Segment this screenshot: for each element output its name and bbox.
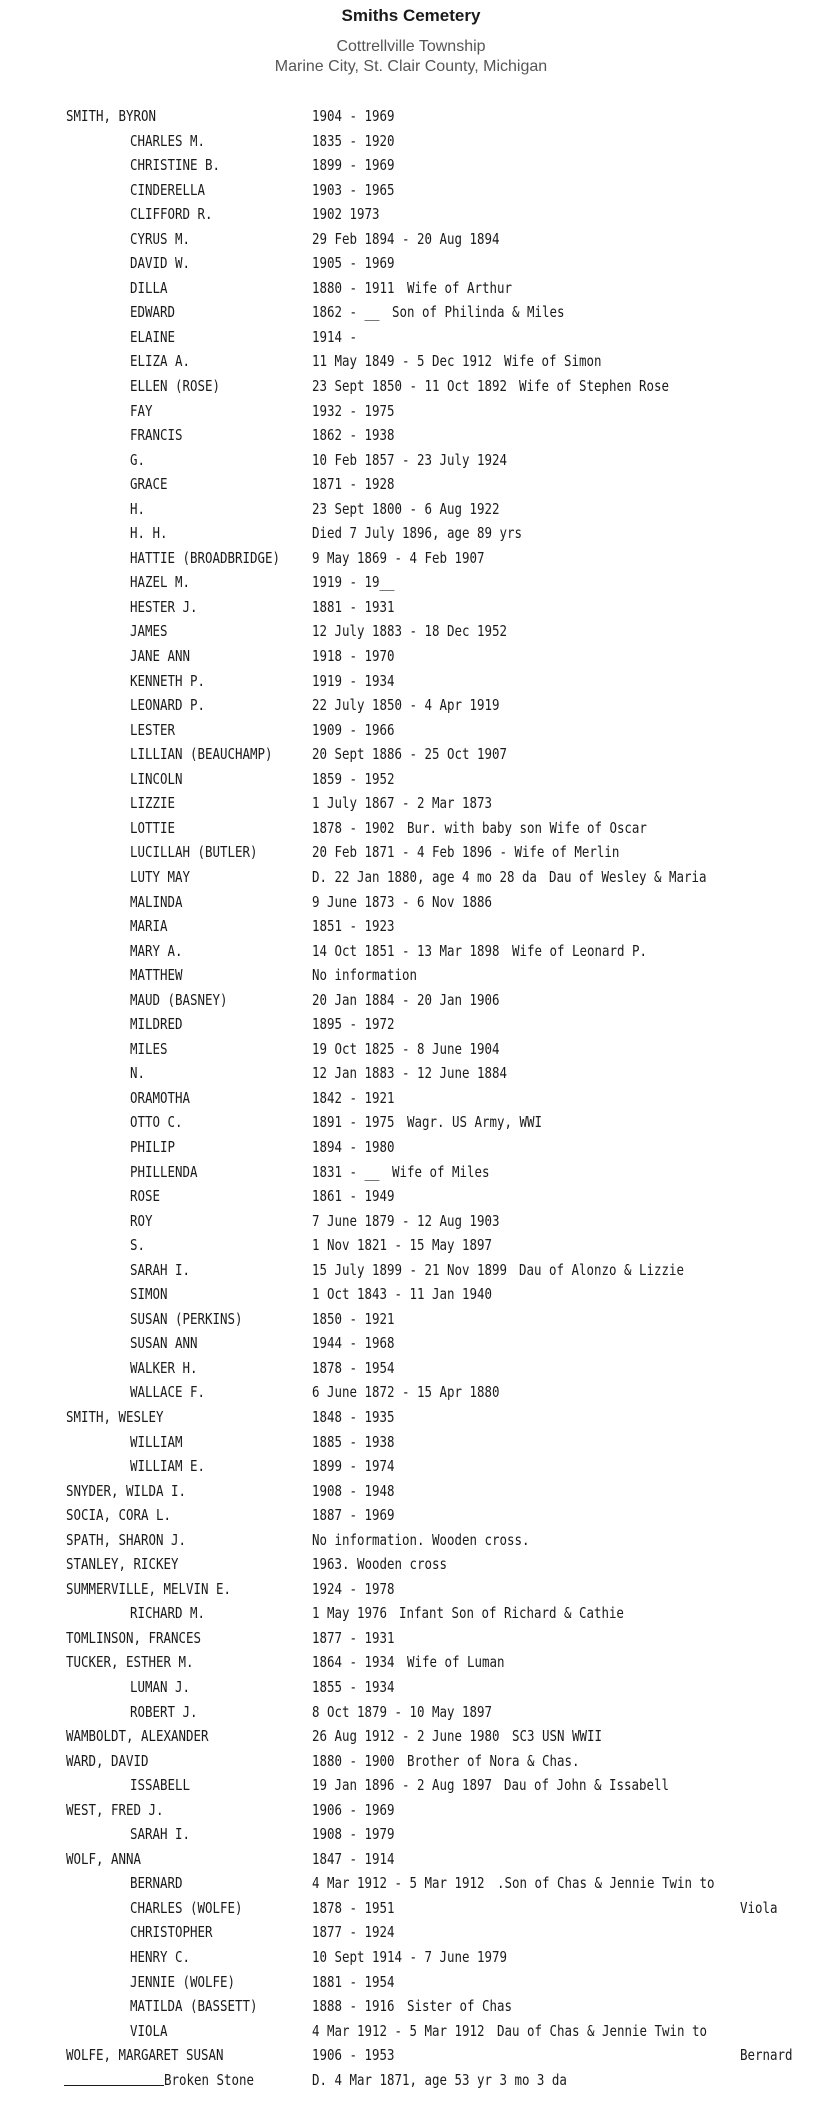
burial-record-row: [0, 1822, 822, 1847]
record-dates: 1888 - 1916: [312, 1997, 395, 2016]
record-dates: 1905 - 1969: [312, 254, 395, 273]
record-name: ROSE: [130, 1187, 160, 1206]
record-name: MILES: [130, 1039, 168, 1058]
record-dates: 1835 - 1920: [312, 131, 395, 150]
record-note: Son of Philinda & Miles: [391, 303, 564, 322]
burial-record-row: [0, 374, 822, 399]
record-name: PHILIP: [130, 1137, 175, 1156]
burial-record-row: [0, 153, 822, 178]
record-dates: 4 Mar 1912 - 5 Mar 1912: [312, 1874, 485, 1893]
record-name: ROY: [130, 1211, 153, 1230]
record-name: OTTO C.: [130, 1113, 183, 1132]
record-dates: 4 Mar 1912 - 5 Mar 1912: [312, 2021, 485, 2040]
record-dates: 1932 - 1975: [312, 401, 395, 420]
record-dates: 1891 - 1975: [312, 1113, 395, 1132]
record-dates: D. 22 Jan 1880, age 4 mo 28 da: [312, 867, 537, 886]
record-dates: 1944 - 1968: [312, 1334, 395, 1353]
burial-record-row: [0, 1135, 822, 1160]
record-dates: 22 July 1850 - 4 Apr 1919: [312, 696, 500, 715]
burial-record-row: [0, 1626, 822, 1651]
record-dates: 1909 - 1966: [312, 720, 395, 739]
record-name: MARY A.: [130, 941, 183, 960]
record-dates: 1859 - 1952: [312, 769, 395, 788]
burial-record-row: [0, 1282, 822, 1307]
record-dates: No information. Wooden cross.: [312, 1530, 530, 1549]
record-name: WILLIAM E.: [130, 1457, 205, 1476]
burial-record-row: [0, 1970, 822, 1995]
record-name: G.: [130, 450, 146, 469]
record-dates: 23 Sept 1800 - 6 Aug 1922: [312, 499, 500, 518]
record-note: Wife of Arthur: [406, 278, 512, 297]
burial-record-row: [0, 129, 822, 154]
record-dates: 1906 - 1969: [312, 1800, 395, 1819]
record-note-continued: Bernard: [740, 2046, 793, 2065]
burial-record-row: [0, 472, 822, 497]
record-dates: 7 June 1879 - 12 Aug 1903: [312, 1211, 500, 1230]
burial-record-row: [0, 939, 822, 964]
burial-record-row: [0, 423, 822, 448]
record-name: JAMES: [130, 622, 168, 641]
burial-record-row: [0, 2043, 822, 2068]
record-dates: 1842 - 1921: [312, 1088, 395, 1107]
record-note: Wife of Miles: [391, 1162, 489, 1181]
record-note: Sister of Chas: [406, 1997, 512, 2016]
record-dates: 14 Oct 1851 - 13 Mar 1898: [312, 941, 500, 960]
record-dates: 1908 - 1979: [312, 1825, 395, 1844]
record-note: Bur. with baby son Wife of Oscar: [406, 818, 647, 837]
burial-record-row: [0, 963, 822, 988]
record-dates: 1894 - 1980: [312, 1137, 395, 1156]
record-name: HENRY C.: [130, 1948, 190, 1967]
record-dates: 1914 -: [312, 327, 357, 346]
record-dates: 1871 - 1928: [312, 475, 395, 494]
record-dates: 26 Aug 1912 - 2 June 1980: [312, 1727, 500, 1746]
record-dates: 1878 - 1951: [312, 1898, 395, 1917]
record-dates: 1847 - 1914: [312, 1849, 395, 1868]
record-name: SOCIA, CORA L.: [66, 1506, 171, 1525]
record-dates: 1851 - 1923: [312, 917, 395, 936]
record-name: KENNETH P.: [130, 671, 205, 690]
blank-name-line: [64, 2085, 164, 2086]
record-dates: 9 June 1873 - 6 Nov 1886: [312, 892, 492, 911]
record-name: JANE ANN: [130, 647, 190, 666]
record-dates: 1919 - 1934: [312, 671, 395, 690]
burial-record-row: [0, 276, 822, 301]
record-name: SUMMERVILLE, MELVIN E.: [66, 1579, 231, 1598]
record-name: SUSAN ANN: [130, 1334, 198, 1353]
record-dates: 1895 - 1972: [312, 1015, 395, 1034]
record-name: BERNARD: [130, 1874, 183, 1893]
record-name: PHILLENDA: [130, 1162, 198, 1181]
record-name: ELLEN (ROSE): [130, 377, 220, 396]
burial-record-row: [0, 251, 822, 276]
record-dates: 1908 - 1948: [312, 1481, 395, 1500]
record-name: WEST, FRED J.: [66, 1800, 164, 1819]
burial-record-row: [0, 1871, 822, 1896]
burial-record-row: [0, 227, 822, 252]
burial-record-row: [0, 1012, 822, 1037]
record-dates: 1878 - 1902: [312, 818, 395, 837]
record-name: RICHARD M.: [130, 1604, 205, 1623]
record-dates: 1864 - 1934: [312, 1653, 395, 1672]
record-dates: 1862 - __: [312, 303, 380, 322]
burial-record-row: [0, 865, 822, 890]
record-dates: 15 July 1899 - 21 Nov 1899: [312, 1260, 507, 1279]
record-dates: 6 June 1872 - 15 Apr 1880: [312, 1383, 500, 1402]
record-name: CHRISTINE B.: [130, 156, 220, 175]
burial-record-row: [0, 890, 822, 915]
burial-record-row: [0, 1380, 822, 1405]
record-note: Brother of Nora & Chas.: [406, 1751, 579, 1770]
burial-record-row: [0, 1503, 822, 1528]
record-dates: 1 Nov 1821 - 15 May 1897: [312, 1236, 492, 1255]
record-name: MALINDA: [130, 892, 183, 911]
record-name: GRACE: [130, 475, 168, 494]
burial-record-row: [0, 595, 822, 620]
record-name: CHRISTOPHER: [130, 1923, 213, 1942]
record-dates: 1899 - 1969: [312, 156, 395, 175]
burial-record-row: [0, 742, 822, 767]
record-name: MAUD (BASNEY): [130, 990, 228, 1009]
burial-record-row: [0, 988, 822, 1013]
burial-record-row: [0, 1896, 822, 1921]
record-name: N.: [130, 1064, 146, 1083]
record-name: DAVID W.: [130, 254, 190, 273]
record-dates: 1904 - 1969: [312, 107, 395, 125]
burial-record-row: [0, 1430, 822, 1455]
record-name: ELIZA A.: [130, 352, 190, 371]
record-name: H.: [130, 499, 146, 518]
record-name: ORAMOTHA: [130, 1088, 190, 1107]
record-dates: Died 7 July 1896, age 89 yrs: [312, 524, 522, 543]
record-name: MATILDA (BASSETT): [130, 1997, 258, 2016]
record-dates: 1848 - 1935: [312, 1407, 395, 1426]
record-dates: 1878 - 1954: [312, 1358, 395, 1377]
record-note: SC3 USN WWII: [511, 1727, 602, 1746]
burial-record-row: [0, 521, 822, 546]
record-note: Wife of Leonard P.: [511, 941, 647, 960]
page-subtitle-township: Cottrellville Township: [336, 38, 486, 55]
burial-record-row: [0, 2019, 822, 2044]
burial-record-row: [0, 1110, 822, 1135]
record-name: JENNIE (WOLFE): [130, 1972, 235, 1991]
burial-record-row: [0, 1160, 822, 1185]
burial-record-row: [0, 497, 822, 522]
record-dates: 1885 - 1938: [312, 1432, 395, 1451]
burial-record-row: [0, 1258, 822, 1283]
burial-record-row: [0, 1700, 822, 1725]
burial-record-row: [0, 1086, 822, 1111]
burial-record-row: [0, 1184, 822, 1209]
record-name: ELAINE: [130, 327, 175, 346]
record-name: CINDERELLA: [130, 180, 205, 199]
record-name: LILLIAN (BEAUCHAMP): [130, 745, 273, 764]
record-note: Dau of John & Issabell: [504, 1776, 669, 1795]
burial-record-row: [0, 1749, 822, 1774]
record-dates: 1903 - 1965: [312, 180, 395, 199]
record-dates: 9 May 1869 - 4 Feb 1907: [312, 548, 485, 567]
record-dates: 1902 1973: [312, 205, 380, 224]
record-name: EDWARD: [130, 303, 175, 322]
record-note-continued: Viola: [740, 1898, 778, 1917]
burial-record-row: [0, 1920, 822, 1945]
burial-record-row: [0, 1356, 822, 1381]
record-name: LOTTIE: [130, 818, 175, 837]
record-name: HATTIE (BROADBRIDGE): [130, 548, 280, 567]
record-name: VIOLA: [130, 2021, 168, 2040]
burial-record-row: [0, 644, 822, 669]
record-name: CHARLES (WOLFE): [130, 1898, 243, 1917]
record-dates: 11 May 1849 - 5 Dec 1912: [312, 352, 492, 371]
record-note: Wife of Simon: [504, 352, 602, 371]
record-dates: 10 Feb 1857 - 23 July 1924: [312, 450, 507, 469]
record-dates: 12 July 1883 - 18 Dec 1952: [312, 622, 507, 641]
record-name: WALKER H.: [130, 1358, 198, 1377]
record-name: CYRUS M.: [130, 229, 190, 248]
burial-record-row: [0, 570, 822, 595]
burial-record-row: [0, 349, 822, 374]
burial-record-row: [0, 1552, 822, 1577]
burial-record-row: [0, 914, 822, 939]
burial-record-row: [0, 104, 822, 129]
record-note: Dau of Chas & Jennie Twin to: [496, 2021, 707, 2040]
record-dates: 1880 - 1900: [312, 1751, 395, 1770]
burial-record-row: [0, 791, 822, 816]
record-dates: 12 Jan 1883 - 12 June 1884: [312, 1064, 507, 1083]
burial-record-row: [0, 1209, 822, 1234]
burial-record-row: [0, 1724, 822, 1749]
record-name: WALLACE F.: [130, 1383, 205, 1402]
burial-record-row: [0, 2068, 822, 2093]
record-dates: 1881 - 1954: [312, 1972, 395, 1991]
burial-record-row: [0, 325, 822, 350]
record-name: MILDRED: [130, 1015, 183, 1034]
record-dates: 1 May 1976: [312, 1604, 387, 1623]
record-name: SUSAN (PERKINS): [130, 1309, 243, 1328]
record-name: TOMLINSON, FRANCES: [66, 1628, 201, 1647]
record-name: WOLFE, MARGARET SUSAN: [66, 2046, 224, 2065]
record-name: MATTHEW: [130, 966, 183, 985]
burial-record-row: [0, 1945, 822, 1970]
record-name: LIZZIE: [130, 794, 175, 813]
record-note: Dau of Alonzo & Lizzie: [519, 1260, 684, 1279]
record-dates: 1887 - 1969: [312, 1506, 395, 1525]
burial-record-row: [0, 399, 822, 424]
burial-record-row: [0, 693, 822, 718]
burial-record-row: [0, 1061, 822, 1086]
record-dates: D. 4 Mar 1871, age 53 yr 3 mo 3 da: [312, 2070, 567, 2089]
record-name: LEONARD P.: [130, 696, 205, 715]
record-dates: 1877 - 1924: [312, 1923, 395, 1942]
record-name: HESTER J.: [130, 597, 198, 616]
record-dates: 1862 - 1938: [312, 426, 395, 445]
burial-record-row: [0, 448, 822, 473]
record-name: TUCKER, ESTHER M.: [66, 1653, 194, 1672]
record-note: Wagr. US Army, WWI: [406, 1113, 542, 1132]
record-dates: 1918 - 1970: [312, 647, 395, 666]
record-name: SNYDER, WILDA I.: [66, 1481, 186, 1500]
record-name: STANLEY, RICKEY: [66, 1555, 179, 1574]
burial-record-row: [0, 816, 822, 841]
record-name: HAZEL M.: [130, 573, 190, 592]
record-dates: 20 Feb 1871 - 4 Feb 1896 - Wife of Merlin: [312, 843, 620, 862]
record-dates: 1881 - 1931: [312, 597, 395, 616]
record-name: WOLF, ANNA: [66, 1849, 141, 1868]
burial-record-row: [0, 1405, 822, 1430]
record-name: CHARLES M.: [130, 131, 205, 150]
burial-record-row: [0, 1454, 822, 1479]
burial-record-row: [0, 1331, 822, 1356]
record-dates: 1 Oct 1843 - 11 Jan 1940: [312, 1285, 492, 1304]
record-name: SMITH, BYRON: [66, 107, 156, 125]
record-name: WAMBOLDT, ALEXANDER: [66, 1727, 209, 1746]
burial-record-row: [0, 178, 822, 203]
record-name: CLIFFORD R.: [130, 205, 213, 224]
burial-record-row: [0, 1798, 822, 1823]
record-dates: 29 Feb 1894 - 20 Aug 1894: [312, 229, 500, 248]
record-name: ISSABELL: [130, 1776, 190, 1795]
burial-record-row: [0, 300, 822, 325]
record-dates: 1880 - 1911: [312, 278, 395, 297]
record-name: LESTER: [130, 720, 175, 739]
record-name: SMITH, WESLEY: [66, 1407, 164, 1426]
record-dates: 23 Sept 1850 - 11 Oct 1892: [312, 377, 507, 396]
burial-record-row: [0, 1479, 822, 1504]
record-dates: 20 Sept 1886 - 25 Oct 1907: [312, 745, 507, 764]
record-name: S.: [130, 1236, 146, 1255]
burial-record-row: [0, 619, 822, 644]
record-dates: 1899 - 1974: [312, 1457, 395, 1476]
burial-record-row: [0, 669, 822, 694]
burial-record-row: [0, 1233, 822, 1258]
record-dates: 1861 - 1949: [312, 1187, 395, 1206]
record-name: SPATH, SHARON J.: [66, 1530, 186, 1549]
record-name: SARAH I.: [130, 1260, 190, 1279]
page-title: Smiths Cemetery: [341, 6, 481, 25]
record-dates: 19 Oct 1825 - 8 June 1904: [312, 1039, 500, 1058]
record-name: SIMON: [130, 1285, 168, 1304]
record-name: WARD, DAVID: [66, 1751, 149, 1770]
burial-record-row: [0, 1037, 822, 1062]
record-name: LUTY MAY: [130, 867, 190, 886]
burial-record-row: [0, 546, 822, 571]
record-dates: 8 Oct 1879 - 10 May 1897: [312, 1702, 492, 1721]
record-name: FAY: [130, 401, 153, 420]
burial-record-row: [0, 1528, 822, 1553]
record-name: SARAH I.: [130, 1825, 190, 1844]
record-note: .Son of Chas & Jennie Twin to: [496, 1874, 714, 1893]
record-note: Wife of Luman: [406, 1653, 504, 1672]
record-name: LINCOLN: [130, 769, 183, 788]
record-dates: 1963. Wooden cross: [312, 1555, 447, 1574]
burial-record-row: [0, 1847, 822, 1872]
record-dates: 19 Jan 1896 - 2 Aug 1897: [312, 1776, 492, 1795]
burial-record-row: [0, 1307, 822, 1332]
record-dates: 1919 - 19__: [312, 573, 395, 592]
burial-record-row: [0, 1675, 822, 1700]
record-name: H. H.: [130, 524, 168, 543]
record-dates: 1906 - 1953: [312, 2046, 395, 2065]
record-name: FRANCIS: [130, 426, 183, 445]
burial-record-row: [0, 1577, 822, 1602]
burial-record-row: [0, 1601, 822, 1626]
record-dates: 1831 - __: [312, 1162, 380, 1181]
burial-record-row: [0, 202, 822, 227]
burial-record-row: [0, 767, 822, 792]
burial-record-row: [0, 1650, 822, 1675]
record-note: Wife of Stephen Rose: [519, 377, 669, 396]
record-name: DILLA: [130, 278, 168, 297]
record-name: WILLIAM: [130, 1432, 183, 1451]
record-note: Infant Son of Richard & Cathie: [399, 1604, 624, 1623]
record-dates: 10 Sept 1914 - 7 June 1979: [312, 1948, 507, 1967]
record-dates: 20 Jan 1884 - 20 Jan 1906: [312, 990, 500, 1009]
record-note: Dau of Wesley & Maria: [549, 867, 707, 886]
burial-record-row: [0, 1773, 822, 1798]
record-dates: 1924 - 1978: [312, 1579, 395, 1598]
burial-record-list: [0, 104, 822, 2092]
page-subtitle-location: Marine City, St. Clair County, Michigan: [274, 58, 548, 75]
burial-record-row: [0, 840, 822, 865]
record-dates: 1877 - 1931: [312, 1628, 395, 1647]
burial-record-row: [0, 1994, 822, 2019]
burial-record-row: [0, 718, 822, 743]
record-dates: 1 July 1867 - 2 Mar 1873: [312, 794, 492, 813]
record-dates: No information: [312, 966, 417, 985]
record-name: MARIA: [130, 917, 168, 936]
record-dates: 1850 - 1921: [312, 1309, 395, 1328]
record-name: LUCILLAH (BUTLER): [130, 843, 258, 862]
record-name: LUMAN J.: [130, 1678, 190, 1696]
record-name: ROBERT J.: [130, 1702, 198, 1721]
record-name: Broken Stone: [164, 2070, 254, 2089]
record-dates: 1855 - 1934: [312, 1678, 395, 1696]
